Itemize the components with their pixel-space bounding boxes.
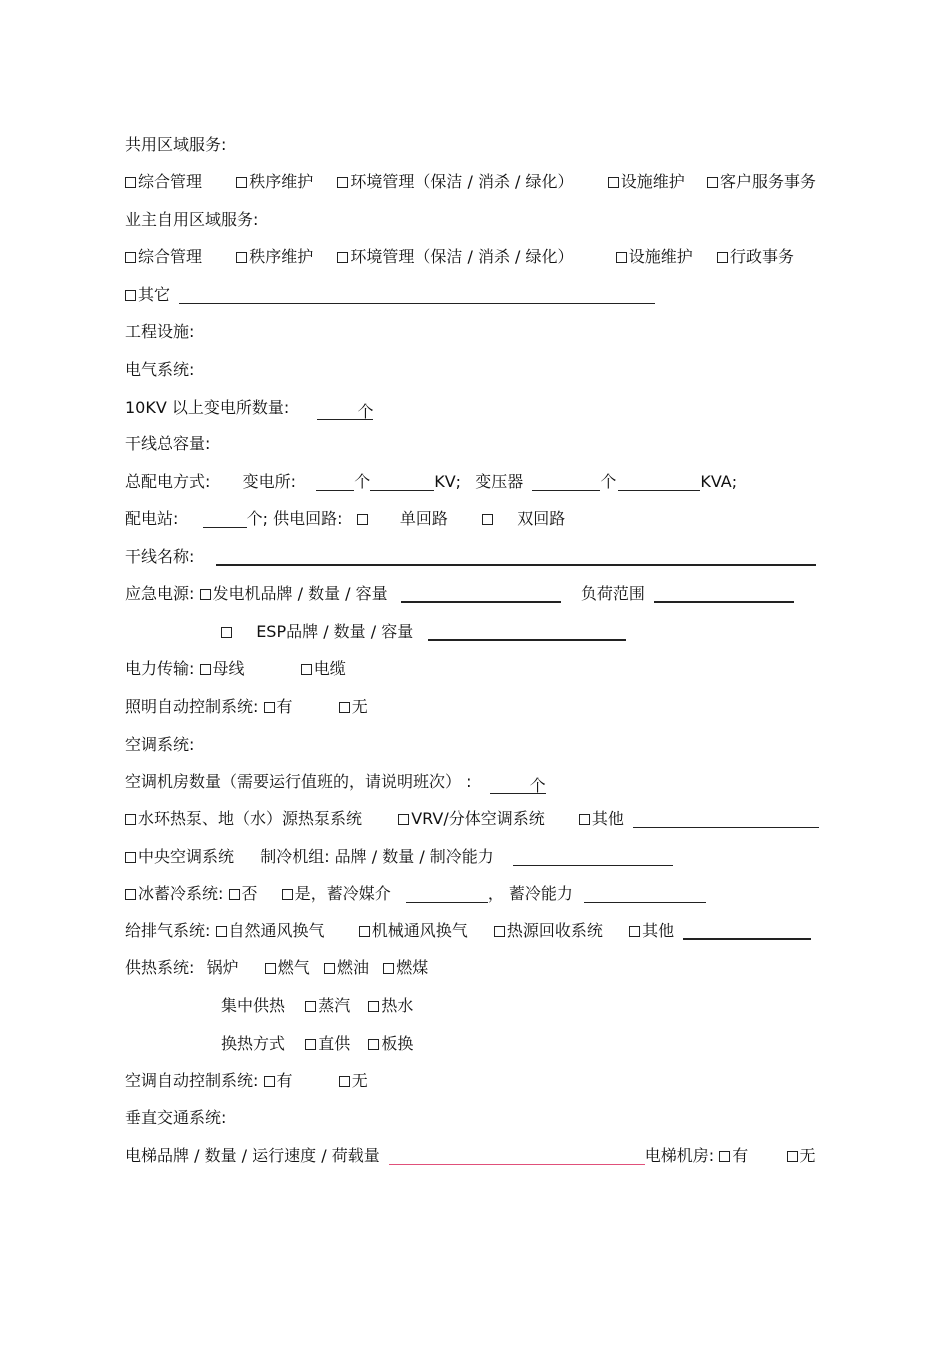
hvac-system-types-row: 水环热泵、地（水）源热泵系统 VRV/分体空调系统 其他 [125, 808, 819, 830]
trunk-capacity: 干线总容量: [125, 434, 211, 453]
option-general-management[interactable]: 综合管理 [125, 247, 202, 266]
option-order-maintenance[interactable]: 秩序维护 [236, 247, 313, 266]
central-ac-row: 中央空调系统 制冷机组: 品牌 / 数量 / 制冷能力 [125, 846, 673, 868]
checkbox[interactable] [305, 1001, 316, 1012]
elevator-row: 电梯品牌 / 数量 / 运行速度 / 荷载量 电梯机房: 有 无 [125, 1146, 816, 1165]
trunk-name-input[interactable] [216, 546, 816, 566]
substation-count-row: 10KV 以上变电所数量: 个 [125, 398, 374, 421]
checkbox[interactable] [301, 664, 312, 675]
trunk-name-row: 干线名称: [125, 546, 816, 568]
ventilation-row: 给排气系统: 自然通风换气 机械通风换气 热源回收系统 其他 [125, 920, 811, 942]
checkbox[interactable] [717, 252, 728, 263]
checkbox[interactable] [265, 963, 276, 974]
checkbox[interactable] [229, 889, 240, 900]
vertical-heading: 垂直交通系统: [125, 1108, 227, 1127]
checkbox[interactable] [305, 1039, 316, 1050]
hvac-room-count-field[interactable]: 个 [490, 775, 546, 794]
checkbox[interactable] [200, 589, 211, 600]
station-count-input[interactable] [203, 509, 247, 528]
central-heating-row: 集中供热 蒸汽 热水 [221, 996, 414, 1015]
ice-storage-row: 冰蓄冷系统: 否 是，蓄冷媒介 ， 蓄冷能力 [125, 883, 706, 905]
checkbox[interactable] [707, 177, 718, 188]
distribution-station-row: 配电站: 个; 供电回路: 单回路 双回路 [125, 509, 566, 528]
public-area-options [125, 171, 816, 193]
vent-other-input[interactable] [683, 920, 811, 940]
lighting-control-row: 照明自动控制系统: 有 无 [125, 697, 368, 716]
checkbox[interactable] [282, 889, 293, 900]
checkbox[interactable] [125, 889, 136, 900]
checkbox[interactable] [787, 1151, 798, 1162]
checkbox[interactable] [216, 926, 227, 937]
hvac-room-count-row: 空调机房数量（需要运行值班的，请说明班次） : 个 [125, 772, 546, 795]
checkbox[interactable] [125, 852, 136, 863]
option-environment-management[interactable]: 环境管理（保洁 / 消杀 / 绿化） [337, 172, 573, 191]
substation-count-input[interactable] [316, 472, 354, 491]
option-facility-maintenance[interactable]: 设施维护 [608, 172, 685, 191]
option-admin-affairs[interactable]: 行政事务 [717, 247, 794, 266]
checkbox[interactable] [125, 177, 136, 188]
checkbox[interactable] [236, 252, 247, 263]
other-input-line[interactable] [179, 285, 655, 304]
heating-row: 供热系统: 锅炉 燃气 燃油 燃煤 [125, 958, 429, 977]
generator-input[interactable] [401, 583, 561, 603]
checkbox[interactable] [494, 926, 505, 937]
checkbox[interactable] [368, 1039, 379, 1050]
option-general-management[interactable]: 综合管理 [125, 172, 202, 191]
checkbox[interactable] [608, 177, 619, 188]
option-facility-maintenance[interactable]: 设施维护 [616, 247, 693, 266]
transformer-count-input[interactable] [532, 472, 600, 491]
option-order-maintenance[interactable]: 秩序维护 [236, 172, 313, 191]
checkbox[interactable] [125, 290, 136, 301]
option-customer-service[interactable]: 客户服务事务 [707, 172, 816, 191]
owner-area-other: 其它 [125, 284, 655, 306]
owner-area-heading: 业主自用区域服务: [125, 210, 259, 229]
checkbox[interactable] [398, 814, 409, 825]
option-environment-management[interactable]: 环境管理（保洁 / 消杀 / 绿化） [337, 247, 573, 266]
kva-input[interactable] [618, 472, 700, 491]
double-loop-label: 双回路 [517, 509, 566, 528]
elevator-input[interactable] [389, 1146, 645, 1165]
checkbox[interactable] [236, 177, 247, 188]
power-transmission-row: 电力传输: 母线 电缆 [125, 659, 346, 678]
chiller-input[interactable] [513, 847, 673, 866]
engineering-heading: 工程设施: [125, 322, 195, 341]
hvac-auto-control-row: 空调自动控制系统: 有 无 [125, 1071, 368, 1090]
load-range-input[interactable] [654, 583, 794, 603]
checkbox[interactable] [339, 702, 350, 713]
checkbox[interactable] [125, 252, 136, 263]
hvac-other-input[interactable] [633, 809, 819, 828]
checkbox[interactable] [383, 963, 394, 974]
esp-row: ESP品牌 / 数量 / 容量 [221, 621, 626, 643]
checkbox[interactable] [616, 252, 627, 263]
distribution-row: 总配电方式: 变电所: 个 KV; 变压器 个 KVA; [125, 472, 738, 491]
checkbox[interactable] [719, 1151, 730, 1162]
checkbox[interactable] [339, 1076, 350, 1087]
checkbox[interactable] [264, 702, 275, 713]
emergency-power-row: 应急电源: 发电机品牌 / 数量 / 容量 负荷范围 [125, 583, 794, 605]
checkbox[interactable] [357, 514, 368, 525]
heat-exchange-row: 换热方式 直供 板换 [221, 1034, 414, 1053]
single-loop-label: 单回路 [399, 509, 448, 528]
kv-input[interactable] [370, 472, 434, 491]
checkbox[interactable] [579, 814, 590, 825]
hvac-heading: 空调系统: [125, 735, 195, 754]
checkbox[interactable] [200, 664, 211, 675]
storage-capacity-input[interactable] [584, 884, 706, 903]
checkbox[interactable] [125, 814, 136, 825]
checkbox[interactable] [482, 514, 493, 525]
checkbox[interactable] [324, 963, 335, 974]
checkbox[interactable] [359, 926, 370, 937]
public-area-heading: 共用区域服务: [125, 135, 227, 154]
storage-medium-input[interactable] [406, 884, 488, 903]
electric-heading: 电气系统: [125, 360, 195, 379]
checkbox[interactable] [337, 177, 348, 188]
esp-input[interactable] [428, 621, 626, 641]
checkbox[interactable] [368, 1001, 379, 1012]
owner-area-options [125, 246, 794, 268]
checkbox[interactable] [337, 252, 348, 263]
substation-count-field[interactable]: 个 [317, 401, 373, 420]
checkbox[interactable] [629, 926, 640, 937]
checkbox[interactable] [264, 1076, 275, 1087]
checkbox[interactable] [221, 627, 232, 638]
